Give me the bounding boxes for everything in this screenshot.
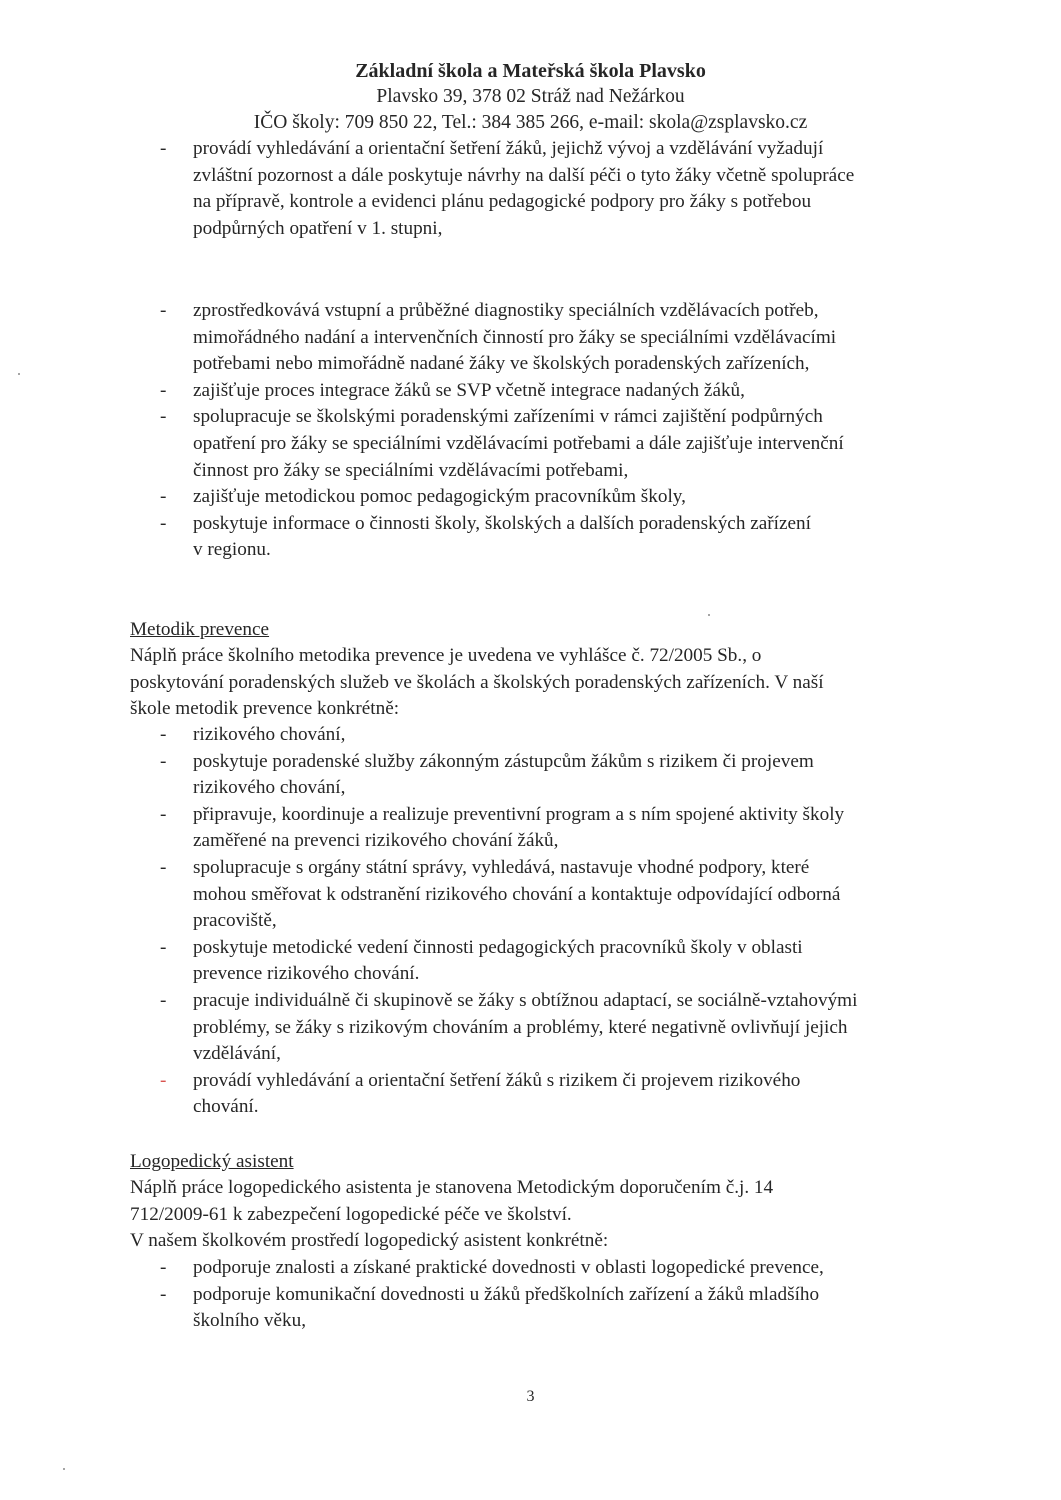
list-mid <box>130 298 960 564</box>
logoped-list <box>130 1255 960 1335</box>
list-item: - provádí vyhledávání a orientační šetření žáků s rizikem či projevem rizikového chování. <box>160 1069 801 1118</box>
scan-speck <box>18 373 20 375</box>
school-name: Základní škola a Mateřská škola Plavsko <box>355 60 706 82</box>
list-item: - poskytuje metodické vedení činnosti pedagogických pracovníků školy v oblasti prevence rizikového chování. <box>160 936 803 985</box>
list-item: - zprostředkovává vstupní a průběžné diagnostiky speciálních vzdělávacích potřeb, mimořádného nadání a intervenčních činností pro žáky se speciálními vzdělávacími potřebami nebo mimořádně nadané žáky ve školských poradenských zařízeních, <box>160 300 837 375</box>
list-item: - spolupracuje se školskými poradenskými zařízeními v rámci zajištění podpůrných opatření pro žáky se speciálními vzdělávacími potřebami a dále zajišťuje intervenční činnost pro žáky se speciálními vzdělávacími potřebami, <box>160 406 844 481</box>
school-contact: IČO školy: 709 850 22, Tel.: 384 385 266, e-mail: skola@zsplavsko.cz <box>253 112 808 133</box>
list-item: - připravuje, koordinuje a realizuje preventivní program a s ním spojené aktivity školy zaměřené na prevenci rizikového chování žáků, <box>160 803 845 852</box>
metodik-intro: Náplň práce školního metodika prevence je uvedena ve vyhlášce č. 72/2005 Sb., o poskytování poradenských služeb ve školách a školských poradenských zařízeních. V naší škole metodik prevence konkrétně: <box>130 645 824 720</box>
list-item: - rizikového chování, <box>160 724 346 745</box>
scan-speck <box>63 1468 65 1470</box>
scan-speck <box>708 614 710 616</box>
list-item: - spolupracuje s orgány státní správy, vyhledává, nastavuje vhodné podpory, které mohou směřovat k odstranění rizikového chování a kontaktuje odpovídající odborná pracoviště, <box>160 856 841 932</box>
section-heading-logoped: Logopedický asistent <box>130 1151 294 1172</box>
list-item: - podporuje komunikační dovednosti u žáků předškolních zařízení a žáků mladšího školního věku, <box>160 1283 820 1332</box>
list-item: - poskytuje poradenské služby zákonným zástupcům žákům s rizikem či projevem rizikového chování, <box>160 750 814 799</box>
page-number: 3 <box>526 1388 535 1405</box>
list-item: - poskytuje informace o činnosti školy, školských a dalších poradenských zařízení v regionu. <box>160 512 811 561</box>
list-item: - zajišťuje proces integrace žáků se SVP včetně integrace nadaných žáků, <box>160 379 745 401</box>
metodik-list <box>130 722 960 1121</box>
list-item: - pracuje individuálně či skupinově se žáky s obtížnou adaptací, se sociálně-vztahovými problémy, se žáky s rizikovým chováním a problémy, které negativně ovlivňují jejich vzdělávání, <box>160 989 858 1065</box>
logoped-intro: Náplň práce logopedického asistenta je stanovena Metodickým doporučením č.j. 14 712/2009-61 k zabezpečení logopedické péče ve školství. V našem školkovém prostředí logopedický asistent konkrétně: <box>130 1177 774 1252</box>
section-heading-metodik: Metodik prevence <box>130 619 270 640</box>
list-top <box>130 136 960 242</box>
list-item: - zajišťuje metodickou pomoc pedagogickým pracovníkům školy, <box>160 486 686 508</box>
school-address: Plavsko 39, 378 02 Stráž nad Nežárkou <box>376 86 685 107</box>
list-item: - provádí vyhledávání a orientační šetření žáků, jejichž vývoj a vzdělávání vyžadují zvláštní pozornost a dále poskytuje návrhy na další péči o tyto žáky včetně spolupráce na přípravě, kontrole a evidenci plánu pedagogické podpory pro žáky s potřebou podpůrných opatření v 1. stupni, <box>160 138 855 239</box>
list-item: - podporuje znalosti a získané praktické dovednosti v oblasti logopedické prevence, <box>160 1257 824 1278</box>
